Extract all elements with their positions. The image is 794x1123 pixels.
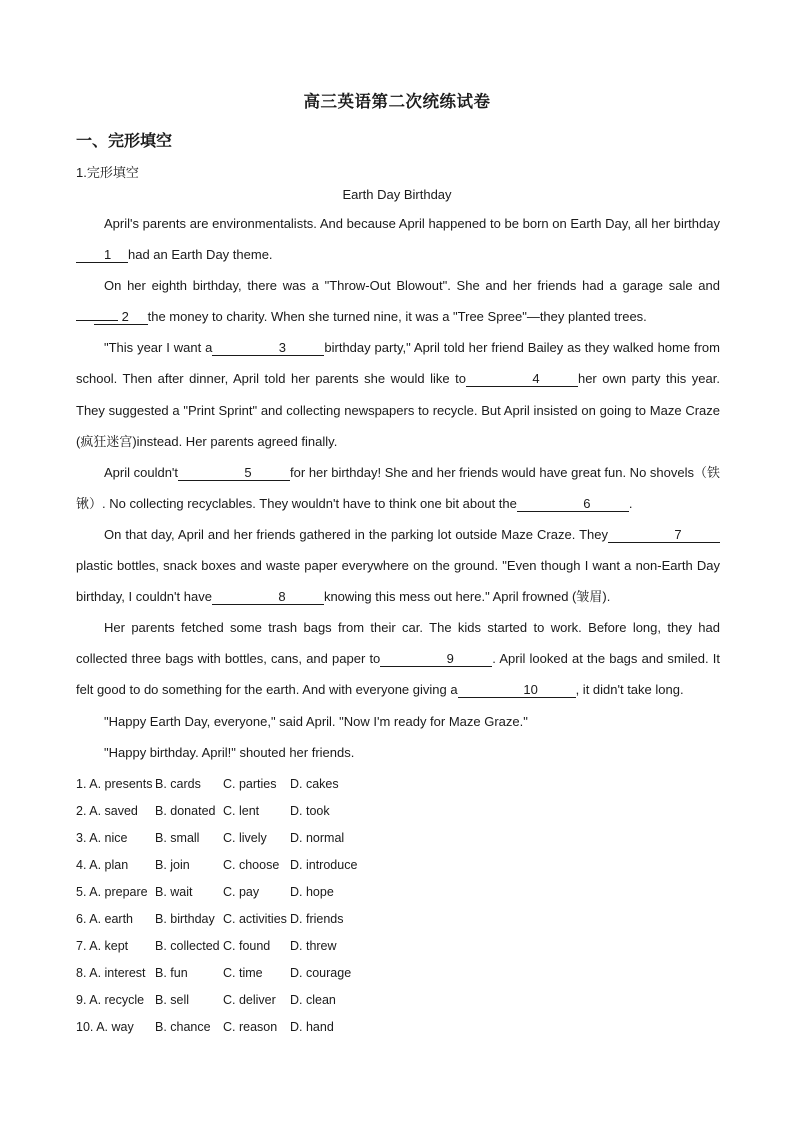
option-a-cell	[76, 963, 155, 990]
option-row-10	[76, 1017, 380, 1044]
blank-10: 10	[458, 682, 576, 698]
option-row-8	[76, 963, 380, 990]
option-a-cell	[76, 801, 155, 828]
option-d: D. hand	[290, 1020, 334, 1034]
question-number: 5.	[76, 885, 87, 899]
paragraph-1	[76, 208, 720, 270]
question-number: 10.	[76, 1020, 94, 1034]
option-b: B. collected	[155, 939, 220, 953]
option-c: C. reason	[223, 1020, 278, 1034]
option-row-1	[76, 774, 380, 801]
option-d: D. clean	[290, 993, 336, 1007]
option-a-text: A. kept	[89, 939, 129, 953]
option-row-3	[76, 828, 380, 855]
paragraph-2	[76, 270, 720, 332]
question-number: 9.	[76, 993, 87, 1007]
option-d: D. introduce	[290, 858, 358, 872]
option-b: B. sell	[155, 993, 190, 1007]
question-number: 4.	[76, 858, 87, 872]
option-b: B. wait	[155, 885, 193, 899]
text: "This year I want a	[104, 340, 213, 356]
option-a-text: A. interest	[89, 966, 146, 980]
option-row-2	[76, 801, 380, 828]
answer-options	[76, 774, 380, 1044]
option-c: C. lent	[223, 804, 260, 818]
blank-8: 8	[212, 589, 324, 605]
option-c: C. activities	[223, 912, 287, 926]
option-a-cell	[76, 828, 155, 855]
option-d: D. friends	[290, 912, 344, 926]
option-d: D. courage	[290, 966, 352, 980]
option-row-9	[76, 990, 380, 1017]
option-a-text: A. nice	[89, 831, 128, 845]
question-number: 6.	[76, 912, 87, 926]
passage	[76, 208, 720, 768]
paragraph-4	[76, 457, 720, 519]
text: April's parents are environmentalists. And because April happened to be born on Earth Day, all her birthday	[104, 216, 720, 231]
text: On her eighth birthday, there was a "Throw-Out Blowout". She and her friends had a garage sale and	[104, 278, 720, 294]
text: , it didn't take long.	[575, 682, 684, 698]
option-c: C. choose	[223, 858, 280, 872]
blank-3: 3	[212, 340, 324, 356]
text: her own party this year. They suggested a "Print Sprint" and collecting newspapers to recycle. But April insisted on going to Maze Craze (疯狂迷宫)instead. Her parents agreed finally.	[76, 371, 720, 449]
option-c: C. pay	[223, 885, 260, 899]
option-c: C. deliver	[223, 993, 276, 1007]
question-number: 3.	[76, 831, 87, 845]
option-a-cell	[76, 855, 155, 882]
question-label: 1.完形填空	[76, 165, 139, 180]
text: On that day, April and her friends gathered in the parking lot outside Maze Craze. They	[104, 526, 608, 542]
option-d: D. threw	[290, 939, 337, 953]
page-title: 高三英语第二次统练试卷	[303, 93, 491, 111]
paragraph-5	[76, 519, 720, 612]
text: Her parents fetched some trash bags from their car. The kids started to work. Before long, they had collected three bags with bottles, cans, and paper to	[76, 620, 720, 667]
blank-1: 1	[76, 247, 128, 263]
blank-5: 5	[178, 465, 290, 481]
option-c: C. found	[223, 939, 271, 953]
question-number: 1.	[76, 777, 87, 791]
option-row-4	[76, 855, 380, 882]
question-number: 2.	[76, 804, 87, 818]
option-a-text: A. saved	[89, 804, 138, 818]
option-b: B. small	[155, 831, 200, 845]
text: the money to charity. When she turned nine, it was a "Tree Spree"—they planted trees.	[147, 309, 647, 325]
option-c: C. parties	[223, 777, 277, 791]
blank-2: 2	[94, 309, 148, 325]
option-row-7	[76, 936, 380, 963]
text: knowing this mess out here." April frowned (皱眉).	[323, 589, 611, 605]
blank-7: 7	[608, 527, 720, 543]
text: .	[628, 495, 633, 511]
paragraph-6	[76, 612, 720, 705]
option-a-cell	[76, 909, 155, 936]
text: had an Earth Day theme.	[128, 247, 273, 263]
option-b: B. chance	[155, 1020, 211, 1034]
option-b: B. fun	[155, 966, 188, 980]
option-c: C. lively	[223, 831, 267, 845]
paragraph-7: "Happy Earth Day, everyone," said April. "Now I'm ready for Maze Graze."	[104, 713, 528, 729]
option-a-text: A. presents	[89, 777, 153, 791]
option-a-cell	[76, 774, 155, 801]
option-d: D. took	[290, 804, 330, 818]
option-a-text: A. earth	[89, 912, 134, 926]
option-a-cell	[76, 882, 155, 909]
text: plastic bottles, snack boxes and waste paper everywhere on the ground. "Even though I want a non-Earth Day birthday, I couldn't have	[76, 558, 720, 605]
option-c: C. time	[223, 966, 263, 980]
option-a-cell	[76, 936, 155, 963]
text: for her birthday! She and her friends would have great fun. No shovels（铁锹）. No collecting recyclables. They wouldn't have to think one bit about the	[76, 464, 720, 511]
blank-6: 6	[517, 496, 629, 512]
blank-9: 9	[380, 651, 492, 667]
text: April couldn't	[104, 464, 179, 480]
option-d: D. normal	[290, 831, 345, 845]
option-a-text: A. plan	[89, 858, 129, 872]
option-a-text: A. prepare	[89, 885, 148, 899]
option-a-text: A. recycle	[89, 993, 145, 1007]
option-a-cell	[76, 1017, 155, 1044]
blank-4: 4	[466, 371, 578, 387]
paragraph-8: "Happy birthday. April!" shouted her friends.	[104, 744, 355, 760]
text: . April looked at the bags and smiled. It felt good to do something for the earth. And with everyone giving a	[76, 651, 720, 698]
option-b: B. donated	[155, 804, 216, 818]
option-a-cell	[76, 990, 155, 1017]
option-b: B. join	[155, 858, 190, 872]
option-row-6	[76, 909, 380, 936]
question-number: 8.	[76, 966, 87, 980]
option-b: B. birthday	[155, 912, 215, 926]
option-row-5	[76, 882, 380, 909]
paragraph-3	[76, 332, 720, 456]
question-number: 7.	[76, 939, 87, 953]
text: birthday party," April told her friend Bailey as they walked home from school. Then after dinner, April told her parents she would like to	[76, 340, 720, 387]
option-b: B. cards	[155, 777, 201, 791]
option-d: D. cakes	[290, 777, 339, 791]
passage-title: Earth Day Birthday	[342, 187, 452, 202]
section-heading: 一、完形填空	[76, 133, 173, 150]
option-a-text: A. way	[96, 1020, 134, 1034]
option-d: D. hope	[290, 885, 334, 899]
